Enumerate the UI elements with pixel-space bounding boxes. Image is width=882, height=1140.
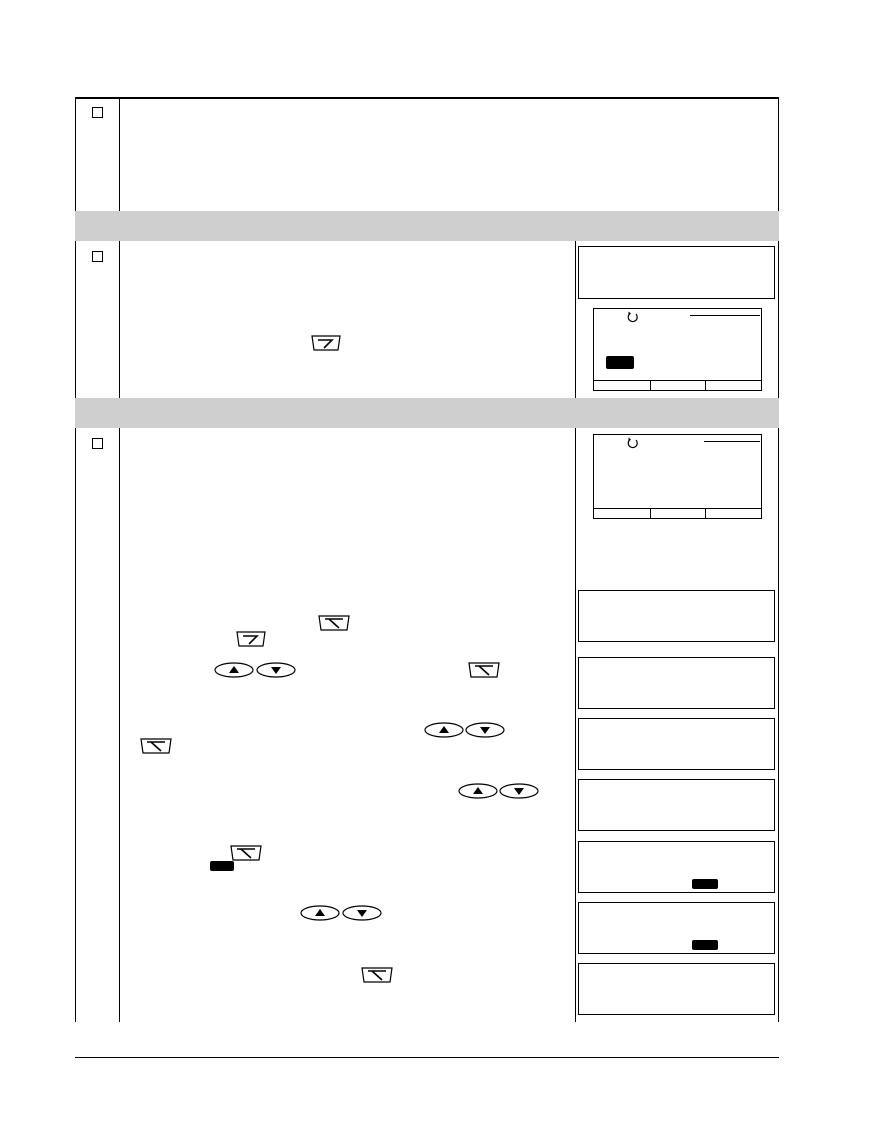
up-arrow-key-icon bbox=[214, 662, 254, 678]
lcd-softkey-divider-right bbox=[705, 508, 706, 519]
section-header-band-2 bbox=[75, 398, 779, 428]
display-panel-7 bbox=[578, 902, 775, 954]
ok-softkey-icon bbox=[360, 966, 394, 984]
lcd-softkey-divider-right bbox=[705, 380, 706, 391]
exit-softkey-icon bbox=[310, 334, 342, 352]
up-arrow-key-icon bbox=[424, 722, 464, 738]
display-panel-3 bbox=[578, 657, 775, 709]
display-panel-5 bbox=[578, 779, 775, 831]
highlighted-value bbox=[692, 940, 718, 950]
highlighted-cursor bbox=[606, 356, 634, 369]
ok-softkey-icon bbox=[467, 661, 501, 679]
down-arrow-key-icon bbox=[499, 783, 539, 799]
display-panel-1 bbox=[578, 246, 775, 299]
lcd-softkey-rule bbox=[594, 380, 761, 381]
rotation-arrow-icon bbox=[626, 436, 640, 450]
ok-softkey-icon bbox=[317, 614, 351, 632]
exit-softkey-icon bbox=[235, 630, 267, 648]
display-panel-6 bbox=[578, 841, 775, 893]
up-arrow-key-icon bbox=[300, 905, 340, 921]
step-checkbox-1[interactable] bbox=[92, 107, 103, 118]
up-arrow-key-icon bbox=[458, 783, 498, 799]
lcd-top-rule bbox=[704, 441, 760, 442]
section-header-band-1 bbox=[75, 211, 779, 241]
highlighted-value bbox=[692, 879, 718, 889]
down-arrow-key-icon bbox=[342, 905, 382, 921]
lcd-screen-2 bbox=[593, 434, 762, 519]
down-arrow-key-icon bbox=[465, 722, 505, 738]
display-column-divider bbox=[575, 241, 576, 1022]
lcd-softkey-rule bbox=[594, 508, 761, 509]
lcd-softkey-divider-left bbox=[650, 508, 651, 519]
display-panel-4 bbox=[578, 718, 775, 770]
lcd-top-rule bbox=[690, 315, 760, 316]
display-panel-8 bbox=[578, 963, 775, 1015]
ok-softkey-icon bbox=[139, 737, 173, 755]
rotation-arrow-icon bbox=[626, 310, 640, 324]
lcd-screen-1 bbox=[593, 308, 762, 391]
lcd-softkey-divider-left bbox=[650, 380, 651, 391]
display-panel-2 bbox=[578, 590, 775, 642]
down-arrow-key-icon bbox=[256, 662, 296, 678]
ok-softkey-icon bbox=[229, 844, 263, 862]
header-rule bbox=[75, 97, 779, 99]
step-checkbox-2[interactable] bbox=[92, 251, 103, 262]
highlighted-value-inline bbox=[210, 861, 234, 871]
step-checkbox-3[interactable] bbox=[92, 438, 103, 449]
footer-rule bbox=[75, 1057, 779, 1058]
